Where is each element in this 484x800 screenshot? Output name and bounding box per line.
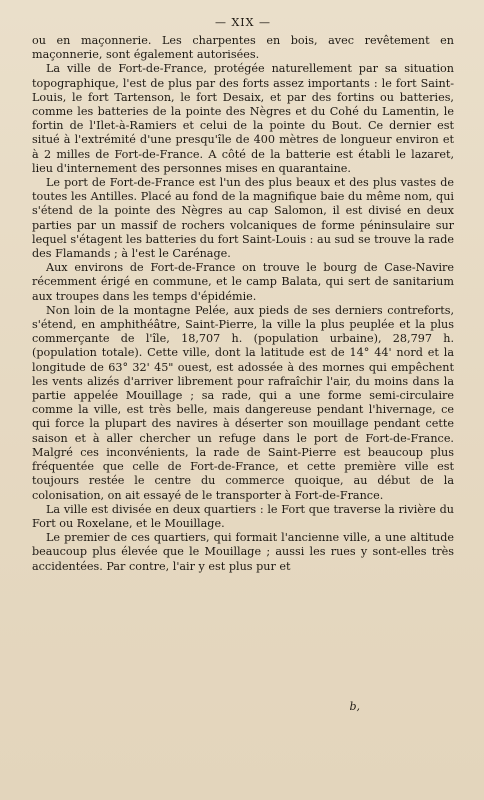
- page-number: — XIX —: [214, 16, 271, 29]
- paragraph-1: ou en maçonnerie. Les charpentes en bois, avec revêtement en maçonnerie, sont également autorisées.: [32, 34, 454, 62]
- paragraph-7: Le premier de ces quartiers, qui formait l'ancienne ville, a une altitude beaucoup plus élevée que le Mouillage ; aussi les rues y sont-elles très accidentées. Par contre, l'air y est plus pur et: [32, 531, 454, 573]
- paragraph-4: Aux environs de Fort-de-France on trouve le bourg de Case-Navire récemment érigé en commune, et le camp Balata, qui sert de sanitarium aux troupes dans les temps d'épidémie.: [32, 261, 454, 303]
- paragraph-5: Non loin de la montagne Pelée, aux pieds de ses derniers contreforts, s'étend, en amphithéâtre, Saint-Pierre, la ville la plus peuplée et la plus commerçante de l'île, 18,707 h. (population urbaine), 28,797 h. (population totale). Cette ville, dont la latitude est de 14° 44' nord et la longitude de 63° 32' 45" ouest, est adossée à des mornes qui empêchent les vents alizés d'arriver librement pour rafraîchir l'air, du moins dans la partie appelée Mouillage ; sa rade, qui a une forme semi-circulaire comme la ville, est très belle, mais dangereuse pendant l'hivernage, ce qui force la plupart des navires à déserter son mouillage pendant cette saison et à aller chercher un refuge dans le port de Fort-de-France. Malgré ces inconvénients, la rade de Saint-Pierre est beaucoup plus fréquentée que celle de Fort-de-France, et cette première ville est toujours restée le centre du commerce quoique, au début de la colonisation, on ait essayé de le transporter à Fort-de-France.: [32, 303, 454, 502]
- signature-mark: b,: [349, 700, 360, 713]
- paragraph-2: La ville de Fort-de-France, protégée naturellement par sa situation topographique, l'est de plus par des forts assez importants : le fort Saint-Louis, le fort Tartenson, le fort Desaix, et par des fortins ou batteries, comme les batteries de la pointe des Nègres et du Cohé du Lamentin, le fortin de l'Ilet-à-Ramiers et celui de la pointe du Bout. Ce dernier est situé à l'extrémité d'une presqu'île de 400 mètres de longueur environ et à 2 milles de Fort-de-France. A côté de la batterie est établi le lazaret, lieu d'internement des personnes mises en quarantaine.: [32, 62, 454, 175]
- paragraph-6: La ville est divisée en deux quartiers : le Fort que traverse la rivière du Fort ou Roxelane, et le Mouillage.: [32, 502, 454, 530]
- body-text: [32, 34, 454, 574]
- paragraph-3: Le port de Fort-de-France est l'un des plus beaux et des plus vastes de toutes les Antilles. Placé au fond de la magnifique baie du même nom, qui s'étend de la pointe des Nègres au cap Salomon, il est divisé en deux parties par un massif de rochers volcaniques de forme péninsulaire sur lequel s'étagent les batteries du fort Saint-Louis : au sud se trouve la rade des Flamands ; à l'est le Carénage.: [32, 176, 454, 261]
